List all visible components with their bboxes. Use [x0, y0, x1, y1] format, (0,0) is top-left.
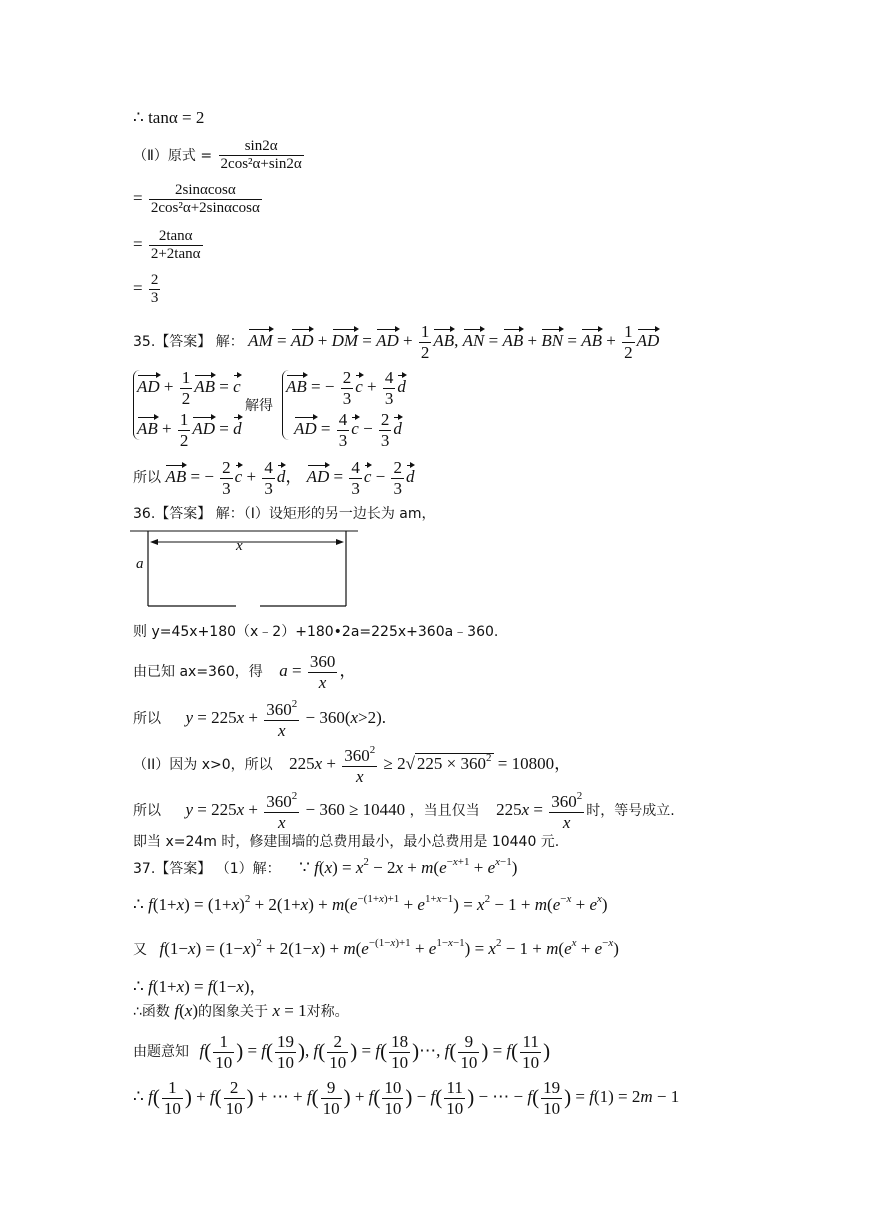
q35-vector-equation: AM = AD + DM = AD + $\frac{1}{2}$ AB, AN = AB + BN = AB + $\frac{1}{2}$ AD	[248, 322, 660, 362]
q36-part2: （II）因为 x>0，所以 225x + $\frac{360^2}{x}$ ≥ 2√ $225 \times 360^2 = 10800$，	[133, 744, 572, 786]
q36-cost-formula: 则 y=45x+180（x﹣2）+180•2a=225x+360a﹣360.	[133, 624, 499, 640]
numerator: sin2α	[219, 138, 304, 156]
system-eq-1: AD + $\frac{1}{2}$ AB = c	[137, 368, 241, 408]
equality-text: 时，等号成立.	[586, 802, 675, 819]
q35-heading: 35.【答案】 解：	[133, 333, 244, 350]
system-eq-2: AB + $\frac{1}{2}$ AD = d	[137, 410, 242, 450]
fraction-tan	[149, 228, 203, 264]
denominator: 2cos²α+sin2α	[220, 156, 302, 173]
solution-eq-1: AB = − $\frac{2}{3}$ c + $\frac{4}{3}$ d	[286, 368, 406, 408]
q37-heading-line: 37.【答案】 （1）解： ∵ $f(x) = x^2 - 2x + m(e^{-x+1} + e^{x-1})$	[133, 856, 518, 877]
q36-given: 由已知 ax=360，得 a = $\frac{360}{x}$ ，	[133, 652, 357, 692]
q37-f-one-plus-x: ∴ $f(1+x) = (1+x)^2 + 2(1+x) + m(e^{-(1+x)+1} + e^{1+x-1}) = x^2 - 1 + m(e^{-x} + e^x)$	[133, 893, 608, 914]
known-text: 由题意知	[133, 1043, 189, 1060]
rectangle-diagram	[130, 528, 362, 612]
q36-function: 所以 y = 225x + $\frac{360^2}{x}$ − 360(x>2).	[133, 698, 387, 740]
q37-f-one-minus-x: 又 $f(1-x) = (1-x)^2 + 2(1-x) + m(e^{-(1-x)+1} + e^{1-x-1}) = x^2 - 1 + m(e^x + e^{-x})$	[133, 937, 619, 958]
also-word: 又	[133, 942, 147, 958]
arrow-right-icon	[336, 539, 344, 545]
q37-heading: 37.【答案】 （1）解：	[133, 861, 281, 877]
solution-eq-2: AD = $\frac{4}{3}$ c − $\frac{2}{3}$ d	[294, 410, 402, 450]
function-word: ∴函数	[133, 1004, 170, 1020]
fraction-two-thirds	[149, 272, 161, 308]
fraction-sincos	[149, 182, 262, 218]
q36-min-line: 所以 y = 225x + $\frac{360^2}{x}$ − 360 ≥ 10440 ，当且仅当 225x = $\frac{360^2}{x}$ 时，等号成立.	[133, 790, 675, 832]
denominator: 2+2tanα	[150, 246, 201, 263]
given-text: 由已知 ax=360，得	[133, 663, 263, 680]
q36-heading: 36.【答案】 解：（Ⅰ）设矩形的另一边长为 am，	[133, 506, 436, 522]
symmetric-text: 的图象关于	[198, 1004, 268, 1020]
line-step-3: = $\frac{2\tan\alpha}{2+2\tan\alpha}$	[133, 228, 201, 263]
q37-symmetry-eq: ∴ f(1+x) = f(1−x)，	[133, 977, 267, 996]
line-tan-result: ∴ tanα = 2	[133, 108, 205, 127]
q37-sum: ∴ f( $\frac{1}{10}$ ) + f( $\frac{2}{10}$ ) + ⋯ + f( $\frac{9}{10}$ ) + f( $\frac{10}{10}$ ) − f( $\frac{11}{10}$ ) − ⋯ − f( $\frac{19}{10}$ ) = f(1) = 2m − 1	[133, 1078, 680, 1118]
q35-conclusion: 所以 AB = − $\frac{2}{3}$ c + $\frac{4}{3}$ d， AD = $\frac{4}{3}$ c − $\frac{2}{3}$ d	[133, 458, 415, 498]
symmetric-end: 对称。	[306, 1004, 349, 1020]
q37-symmetry-text: ∴函数 f(x)的图象关于 x = 1对称。	[133, 1001, 349, 1020]
so-word: 所以	[133, 469, 161, 486]
q37-known: 由题意知 f( $\frac{1}{10}$ ) = f( $\frac{19}{10}$ ), f( $\frac{2}{10}$ ) = f( $\frac{18}{10}$ )⋯, f( $\frac{9}{10}$ ) = f( $\frac{11}{10}$ )	[133, 1032, 551, 1072]
line-step-2: = $\frac{2\sin\alpha\cos\alpha}{\text{2cos²α+2sinαcosα}}$	[133, 182, 260, 217]
diagram-label-x: x	[236, 538, 243, 554]
denominator: 2cos²α+2sinαcosα	[150, 200, 260, 217]
solve-word: 解得	[245, 398, 273, 414]
part2-label: （Ⅱ）原式 =	[133, 147, 213, 164]
q36-conclusion: 即当 x=24m 时，修建围墙的总费用最小，最小总费用是 10440 元.	[133, 834, 560, 850]
when-text: ，当且仅当	[409, 802, 480, 819]
denominator: 3	[150, 290, 159, 307]
so-word: 所以	[133, 802, 161, 819]
fraction-sin2a	[219, 138, 304, 174]
diagram-label-a: a	[136, 556, 144, 572]
so-word: 所以	[133, 710, 161, 727]
numerator: 2tanα	[149, 228, 203, 246]
q35-answer-line	[133, 322, 659, 362]
part2-text: （II）因为 x>0，所以	[133, 756, 273, 773]
arrow-left-icon	[150, 539, 158, 545]
line-step-4: = $\frac{2}{3}$	[133, 272, 159, 307]
line-original-expression	[133, 138, 306, 174]
numerator: 2sinαcosα	[149, 182, 262, 200]
numerator: 2	[149, 272, 161, 290]
